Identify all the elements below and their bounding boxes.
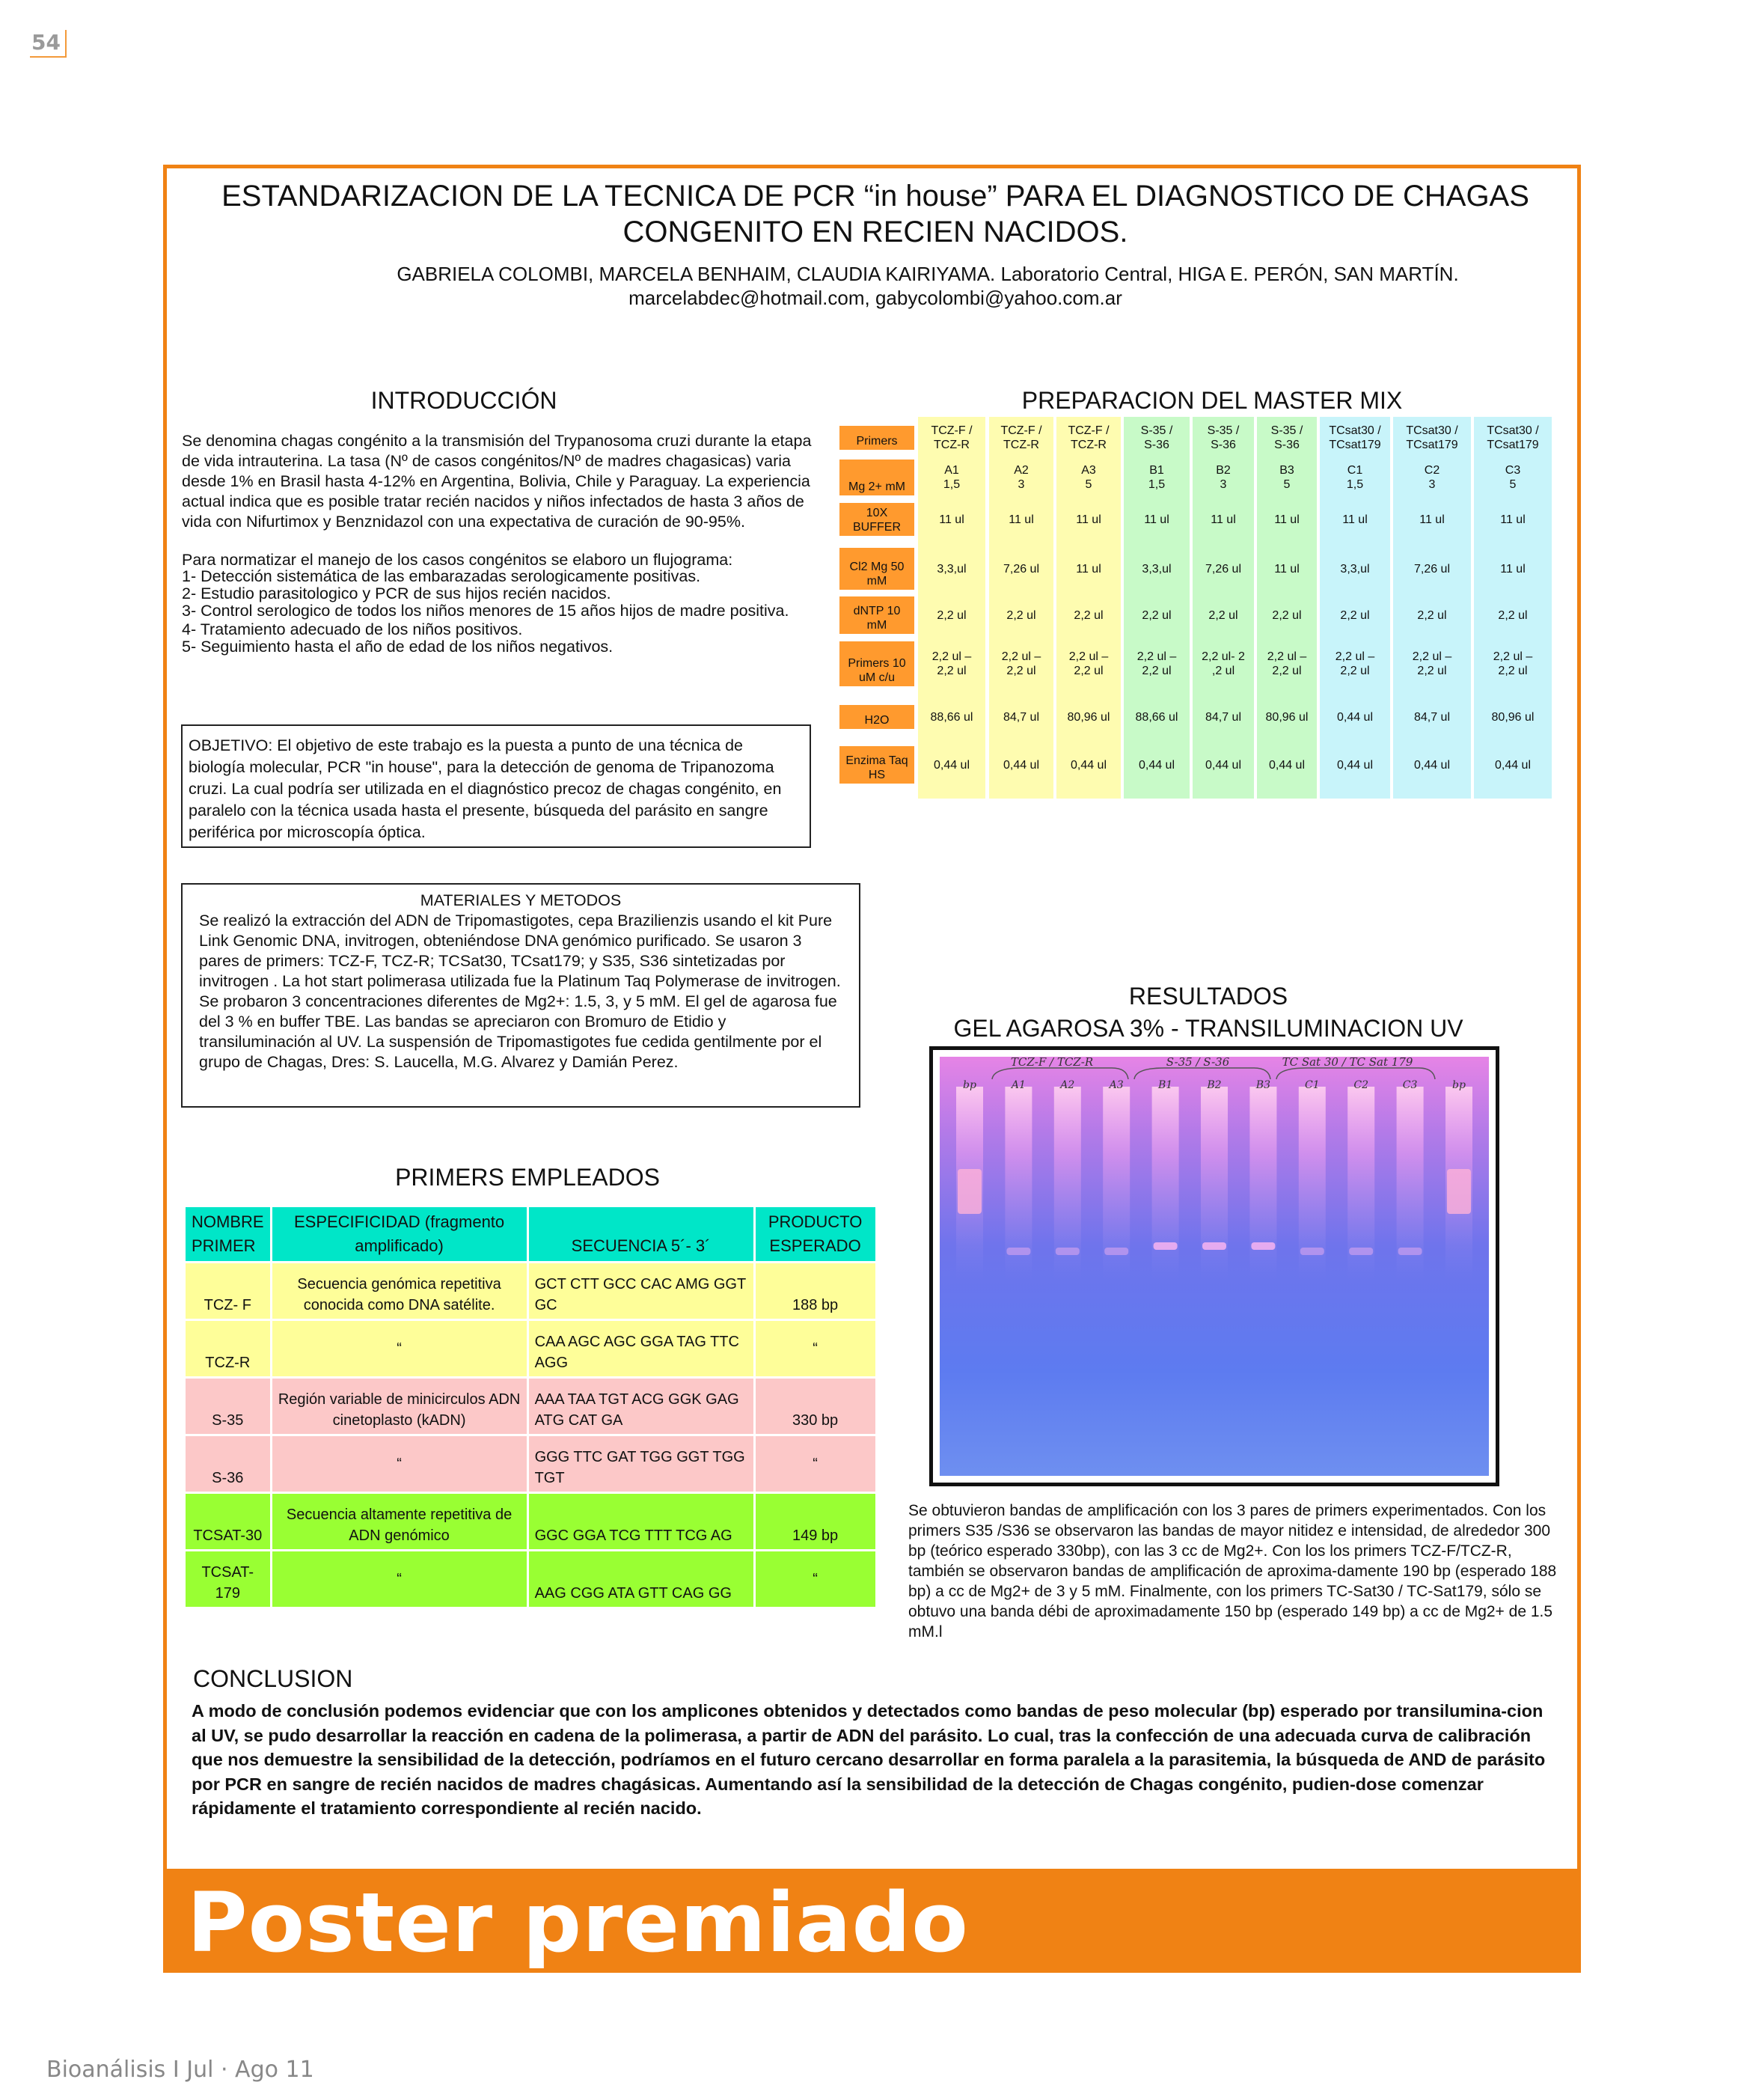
- primers-cell: TCZ- F: [186, 1263, 270, 1319]
- primers-cell: Secuencia altamente repetitiva de ADN genómico: [272, 1494, 527, 1549]
- gel-group-label: S-35 / S-36: [1166, 1057, 1230, 1069]
- gel-lane-label: C1: [1304, 1079, 1320, 1091]
- primers-table-row: [186, 1263, 875, 1319]
- gel-band: [1202, 1242, 1226, 1250]
- award-banner: [163, 1869, 1581, 1973]
- primers-cell: S-35: [186, 1379, 270, 1434]
- emails: marcelabdec@hotmail.com, gabycolombi@yahoo.com.ar: [628, 287, 1122, 309]
- footer-magazine: Bioanálisis I Jul · Ago 11: [46, 2057, 314, 2083]
- primers-cell: TCSAT-30: [186, 1494, 270, 1549]
- primers-header-cell: NOMBRE PRIMER: [186, 1207, 270, 1261]
- mastermix-column: [1056, 417, 1121, 799]
- primers-cell: AAG CGG ATA GTT CAG GG: [529, 1551, 753, 1607]
- gel-group-label: TC Sat 30 / TC Sat 179: [1282, 1057, 1413, 1069]
- mastermix-cell: 0,44 ul: [1336, 758, 1374, 772]
- gel-lane-label: C2: [1353, 1079, 1368, 1091]
- gel-lane-label: A2: [1060, 1079, 1075, 1091]
- results-text: Se obtuvieron bandas de amplificación con los 3 pares de primers experimentados. Con los primers S35 /S36 se observaron las bandas de mayor nitidez e intensidad, de alrededor 300 bp (teórico esperado 330bp), con las 3 cc de Mg2+. Con los los primers TCZ-F/TCZ-R, también se observaron bandas de amplificación de aproxima-damente 190 bp (esperado 188 bp) a cc de Mg2+ de 3 y 5 mM. Finalmente, con los primers TC-Sat30 / TC-Sat179, sólo se obtuvo una banda débi de aproximadamente 150 bp (esperado 149 bp) a cc de Mg2+ de 1.5 mM.l: [908, 1502, 1557, 1640]
- gel-lane: [1201, 1087, 1228, 1281]
- mastermix-column: [1320, 417, 1390, 799]
- mastermix-cell: C2 3: [1424, 464, 1440, 491]
- mastermix-cell: 2,2 ul – 2,2 ul: [1136, 650, 1177, 677]
- mastermix-cell: 0,44 ul: [1336, 710, 1374, 724]
- mastermix-cell: S-35 / S-36: [1270, 424, 1303, 451]
- results-heading: RESULTADOS: [1128, 983, 1288, 1010]
- gel-lane-label: A1: [1011, 1079, 1026, 1091]
- authors-block: [180, 262, 1571, 310]
- mastermix-cell: 3,3,ul: [937, 562, 967, 576]
- mastermix-cell: C3 5: [1505, 464, 1521, 491]
- mastermix-cell: 0,44 ul: [1003, 758, 1040, 772]
- mastermix-row-labels: [839, 423, 914, 790]
- primers-cell: GGC GGA TCG TTT TCG AG: [529, 1494, 753, 1549]
- primers-cell: 330 bp: [756, 1379, 875, 1434]
- mastermix-column: [1124, 417, 1190, 799]
- gel-lane: [1152, 1087, 1179, 1281]
- objective-text: OBJETIVO: El objetivo de este trabajo es la puesta a punto de una técnica de biología molecular, PCR "in house", para la detección de genoma de Tripanozoma cruzi. La cual podría ser utilizada en el diagnóstico precoz de chagas congénito, en paralelo con la técnica usada hasta el presente, búsqueda del parásito en sangre periférica por microscopía óptica.: [189, 736, 782, 841]
- gel-image: [940, 1057, 1489, 1476]
- primers-cell: Región variable de minicirculos ADN cinetoplasto (kADN): [272, 1379, 527, 1434]
- primers-cell: “: [272, 1551, 527, 1607]
- intro-step: 1- Detección sistemática de las embarazadas serologicamente positivas.: [182, 567, 701, 585]
- mastermix-cell: 0,44 ul: [1494, 758, 1532, 772]
- mastermix-cell: A1 1,5: [943, 464, 961, 491]
- gel-lane-label: B1: [1157, 1079, 1173, 1091]
- mastermix-row-label: Cl2 Mg 50 mM: [839, 548, 914, 590]
- mastermix-cell: 2,2 ul: [1417, 608, 1447, 622]
- objective-box: [181, 724, 811, 848]
- gel-band: [1447, 1169, 1471, 1214]
- mastermix-cell: 2,2 ul- 2 ,2 ul: [1202, 650, 1245, 677]
- gel-lane-label: bp: [963, 1079, 976, 1091]
- mastermix-cell: 7,26 ul: [1205, 562, 1242, 576]
- primers-table-row: [186, 1551, 875, 1607]
- mastermix-cell: 11 ul: [1342, 513, 1368, 526]
- primers-cell: CAA AGC AGC GGA TAG TTC AGG: [529, 1321, 753, 1376]
- mastermix-cell: B1 1,5: [1148, 464, 1166, 491]
- gel-group-label: TCZ-F / TCZ-R: [1010, 1057, 1094, 1069]
- mastermix-cell: 0,44 ul: [1138, 758, 1175, 772]
- mastermix-cell: 0,44 ul: [1070, 758, 1107, 772]
- intro-step: 2- Estudio parasitologico y PCR de sus hijos recién nacidos.: [182, 584, 611, 602]
- primers-cell: 149 bp: [756, 1494, 875, 1549]
- mastermix-cell: 11 ul: [1274, 513, 1300, 526]
- primers-cell: Secuencia genómica repetitiva conocida como DNA satélite.: [272, 1263, 527, 1319]
- methods-text: Se realizó la extracción del ADN de Tripomastigotes, cepa Brazilienzis usando el kit Pure Link Genomic DNA, invitrogen, obteniéndose DNA genómico purificado. Se usaron 3 pares de primers: TCZ-F, TCZ-R; TCSat30, TCsat179; y S35, S36 sintetizadas por invitrogen . La hot start polimerasa utilizada fue la Platinum Taq Polymerase de invitrogen. Se probaron 3 concentraciones diferentes de Mg2+: 1.5, 3, y 5 mM. El gel de agarosa fue del 3 % en buffer TBE. Las bandas se apreciaron con Bromuro de Etidio y transiluminación al UV. La suspensión de Tripomastigotes fue cedida gentilmente por el grupo de Chagas, Dres: S. Laucella, M.G. Alvarez y Damián Perez.: [199, 912, 841, 1071]
- mastermix-cell: TCsat30 / TCsat179: [1329, 424, 1381, 451]
- gel-image-frame: [929, 1046, 1499, 1486]
- mastermix-cell: 2,2 ul – 2,2 ul: [1493, 650, 1533, 677]
- gel-lane-label: B3: [1255, 1079, 1270, 1091]
- gel-band: [1104, 1248, 1128, 1255]
- intro-paragraph: Se denomina chagas congénito a la transmisión del Trypanosoma cruzi durante la etapa de vida intrauterina. La tasa (Nº de casos congénitos/Nº de madres chagasicas) varia desde 1% en Brasil hasta 4-12% en Argentina, Bolivia, Chile y Paraguay. La experiencia actual indica que es posible tratar recién nacidos y niños infectados de hasta 3 años de vida con Nifurtimox y Benznidazol con una expectativa de curación de 90-95%.: [182, 432, 812, 531]
- primers-header-cell: PRODUCTO ESPERADO: [756, 1207, 875, 1261]
- gel-band: [958, 1169, 982, 1214]
- mastermix-cell: TCZ-F / TCZ-R: [931, 424, 973, 451]
- gel-band: [1251, 1242, 1275, 1250]
- poster-title: [180, 178, 1571, 250]
- mastermix-row-label: Enzima Taq HS: [839, 746, 914, 784]
- primers-table-row: [186, 1436, 875, 1492]
- mastermix-cell: 88,66 ul: [930, 710, 973, 724]
- gel-lane-label: bp: [1452, 1079, 1466, 1091]
- gel-lanes-graphic: [940, 1057, 1489, 1476]
- conclusion-text: A modo de conclusión podemos evidenciar que con los amplicones obtenidos y detectados como bandas de peso molecular (bp) esperado por transilumina-cion al UV, se pudo desarrollar la reacción en cadena de la polimerasa, a partir de ADN del parásito. Lo cual, tras la confección de una adecuada curva de calibración que nos demuestre la sensibilidad de la detección, podríamos en el futuro cercano desarrollar en forma paralela a la parasitemia, la búsqueda de AND de parásito por PCR en sangre de recién nacidos de madres chagásicas. Aumentando así la sensibilidad de la detección de Chagas congénito, pudien-dose comenzar rápidamente el tratamiento correspondiente al recién nacido.: [192, 1701, 1546, 1818]
- methods-box: [181, 883, 860, 1108]
- mastermix-cell: A2 3: [1014, 464, 1029, 491]
- mastermix-cell: 80,96 ul: [1067, 710, 1110, 724]
- mastermix-cell: 2,2 ul – 2,2 ul: [1335, 650, 1375, 677]
- mastermix-cell: 2,2 ul – 2,2 ul: [931, 650, 972, 677]
- mastermix-cell: 2,2 ul: [1340, 608, 1370, 622]
- mastermix-row-label: H2O: [839, 705, 914, 729]
- mastermix-cell: 0,44 ul: [933, 758, 970, 772]
- primers-cell: “: [756, 1436, 875, 1492]
- poster-title-line1: ESTANDARIZACION DE LA TECNICA DE PCR “in house” PARA EL DIAGNOSTICO DE CHAGAS: [221, 180, 1529, 213]
- primers-cell: 188 bp: [756, 1263, 875, 1319]
- primers-table-header: [186, 1207, 875, 1261]
- methods-heading: MATERIALES Y METODOS: [420, 891, 622, 909]
- primers-heading: PRIMERS EMPLEADOS: [395, 1164, 660, 1191]
- mastermix-cell: 7,26 ul: [1413, 562, 1451, 576]
- primers-cell: TCSAT-179: [186, 1551, 270, 1607]
- mastermix-cell: S-35 / S-36: [1140, 424, 1173, 451]
- mastermix-cell: 11 ul: [1500, 562, 1526, 576]
- mastermix-cell: 11 ul: [1500, 513, 1526, 526]
- mastermix-cell: C1 1,5: [1346, 464, 1364, 491]
- mastermix-cell: 88,66 ul: [1135, 710, 1178, 724]
- mastermix-column: [1393, 417, 1471, 799]
- gel-lane-label: B2: [1207, 1079, 1222, 1091]
- mastermix-cell: 84,7 ul: [1003, 710, 1040, 724]
- mastermix-cell: 2,2 ul: [1142, 608, 1172, 622]
- mastermix-cell: 2,2 ul: [937, 608, 967, 622]
- mastermix-cell: 11 ul: [1274, 562, 1300, 576]
- mastermix-column: [1193, 417, 1254, 799]
- intro-step: 4- Tratamiento adecuado de los niños positivos.: [182, 620, 523, 638]
- mastermix-row-label: dNTP 10 mM: [839, 596, 914, 634]
- mastermix-cell: 11 ul: [939, 513, 964, 526]
- mastermix-cell: 80,96 ul: [1491, 710, 1535, 724]
- primers-cell: “: [756, 1551, 875, 1607]
- mastermix-cell: 3,3,ul: [1340, 562, 1370, 576]
- primers-cell: GCT CTT GCC CAC AMG GGT GC: [529, 1263, 753, 1319]
- mastermix-cell: 0,44 ul: [1268, 758, 1306, 772]
- mastermix-cell: 7,26 ul: [1003, 562, 1040, 576]
- mastermix-cell: A3 5: [1081, 464, 1096, 491]
- mastermix-cell: 2,2 ul: [1006, 608, 1036, 622]
- mastermix-cell: TCsat30 / TCsat179: [1487, 424, 1539, 451]
- primers-table-row: [186, 1321, 875, 1376]
- gel-band: [1154, 1242, 1178, 1250]
- gel-band: [1398, 1248, 1422, 1255]
- mastermix-cell: 2,2 ul – 2,2 ul: [1001, 650, 1041, 677]
- primers-header-cell: SECUENCIA 5´- 3´: [529, 1207, 753, 1261]
- gel-band: [1006, 1248, 1030, 1255]
- mastermix-cell: TCZ-F / TCZ-R: [1000, 424, 1042, 451]
- gel-lane: [1249, 1087, 1276, 1281]
- mastermix-cell: 3,3,ul: [1142, 562, 1172, 576]
- primers-table-row: [186, 1494, 875, 1549]
- mastermix-row-label: Primers 10 uM c/u: [839, 641, 914, 686]
- gel-lane-label: A3: [1109, 1079, 1124, 1091]
- mastermix-cell: 11 ul: [1144, 513, 1169, 526]
- intro-step: 5- Seguimiento hasta el año de edad de los niños negativos.: [182, 638, 614, 656]
- mastermix-row-label: Mg 2+ mM: [839, 460, 914, 495]
- banner-text: Poster premiado: [187, 1875, 969, 1971]
- primers-cell: GGG TTC GAT TGG GGT TGG TGT: [529, 1436, 753, 1492]
- mastermix-cell: 84,7 ul: [1205, 710, 1242, 724]
- mastermix-cell: 0,44 ul: [1413, 758, 1451, 772]
- page-number: 54: [30, 30, 67, 58]
- gel-band: [1056, 1248, 1080, 1255]
- gel-band: [1300, 1248, 1324, 1255]
- mastermix-column: [918, 417, 985, 799]
- mastermix-cell: 2,2 ul – 2,2 ul: [1412, 650, 1452, 677]
- mastermix-cell: TCsat30 / TCsat179: [1406, 424, 1458, 451]
- mastermix-column: [1257, 417, 1317, 799]
- intro-section: [182, 431, 825, 656]
- mastermix-cell: 2,2 ul – 2,2 ul: [1267, 650, 1307, 677]
- mastermix-cell: S-35 / S-36: [1207, 424, 1240, 451]
- primers-table: [183, 1205, 878, 1609]
- mastermix-cell: B3 5: [1279, 464, 1294, 491]
- intro-steps: [182, 568, 825, 656]
- mastermix-cell: TCZ-F / TCZ-R: [1068, 424, 1110, 451]
- mastermix-cell: 80,96 ul: [1265, 710, 1309, 724]
- intro-heading: INTRODUCCIÓN: [370, 387, 557, 414]
- primers-cell: S-36: [186, 1436, 270, 1492]
- mastermix-cell: 11 ul: [1076, 513, 1101, 526]
- mastermix-row-label: 10X BUFFER: [839, 503, 914, 536]
- intro-flow-lead: Para normatizar el manejo de los casos congénitos se elaboro un flujograma:: [182, 551, 733, 569]
- mastermix-cell: B2 3: [1216, 464, 1231, 491]
- primers-table-row: [186, 1379, 875, 1434]
- gel-heading: GEL AGAROSA 3% - TRANSILUMINACION UV: [953, 1015, 1463, 1042]
- mastermix-cell: 2,2 ul: [1498, 608, 1528, 622]
- mastermix-cell: 84,7 ul: [1413, 710, 1451, 724]
- gel-lane-label: C3: [1402, 1079, 1418, 1091]
- mastermix-cell: 2,2 ul: [1074, 608, 1104, 622]
- gel-band: [1349, 1248, 1373, 1255]
- primers-cell: “: [272, 1321, 527, 1376]
- primers-cell: “: [272, 1436, 527, 1492]
- mastermix-cell: 0,44 ul: [1205, 758, 1242, 772]
- mastermix-cell: 11 ul: [1419, 513, 1445, 526]
- mastermix-column: [989, 417, 1053, 799]
- mastermix-cell: 2,2 ul: [1272, 608, 1302, 622]
- poster-title-line2: CONGENITO EN RECIEN NACIDOS.: [622, 216, 1128, 248]
- mastermix-cell: 11 ul: [1211, 513, 1236, 526]
- primers-header-cell: ESPECIFICIDAD (fragmento amplificado): [272, 1207, 527, 1261]
- mastermix-cell: 2,2 ul: [1208, 608, 1238, 622]
- primers-cell: AAA TAA TGT ACG GGK GAG ATG CAT GA: [529, 1379, 753, 1434]
- mastermix-heading: PREPARACION DEL MASTER MIX: [1021, 387, 1403, 414]
- mastermix-row-label: Primers: [839, 426, 914, 450]
- mastermix-column: [1474, 417, 1552, 799]
- primers-cell: TCZ-R: [186, 1321, 270, 1376]
- mastermix-cell: 11 ul: [1009, 513, 1034, 526]
- intro-step: 3- Control serologico de todos los niños menores de 15 años hijos de madre positiva.: [182, 602, 789, 620]
- mastermix-cell: 2,2 ul – 2,2 ul: [1068, 650, 1109, 677]
- conclusion-heading: CONCLUSION: [193, 1665, 353, 1692]
- mastermix-cell: 11 ul: [1076, 562, 1101, 576]
- authors: GABRIELA COLOMBI, MARCELA BENHAIM, CLAUDIA KAIRIYAMA. Laboratorio Central, HIGA E. PERÓN, SAN MARTÍN.: [397, 263, 1459, 285]
- primers-cell: “: [756, 1321, 875, 1376]
